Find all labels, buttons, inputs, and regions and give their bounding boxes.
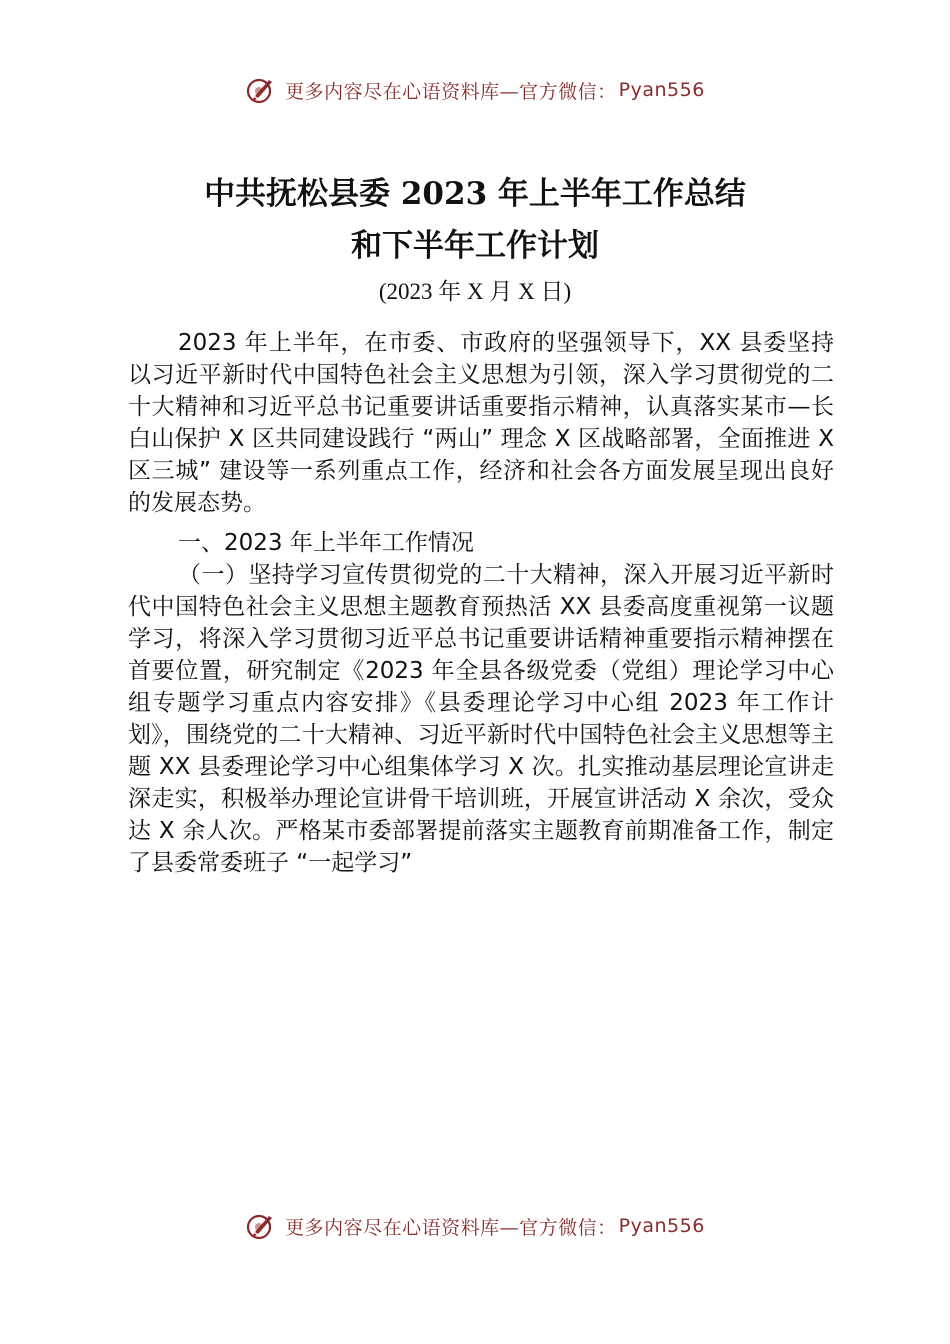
quill-seal-icon	[245, 74, 277, 106]
watermark-text: 更多内容尽在心语资料库—官方微信：	[285, 80, 617, 103]
intro-paragraph: 2023 年上半年，在市委、市政府的坚强领导下，XX 县委坚持以习近平新时代中国特色社会主义思想为引领，深入学习贯彻党的二十大精神和习近平总书记重要讲话重要指示精神，认真落实某市—长白山保护 X 区共同建设践行 “两山” 理念 X 区战略部署，全面推进 X 区三城” 建设等一系列重点工作，经济和社会各方面发展呈现出良好的发展态势。	[128, 330, 834, 516]
watermark-wechat-id: Pyan556	[618, 1215, 705, 1237]
document-title-block	[0, 168, 950, 312]
document-date: (2023 年 X 月 X 日)	[378, 279, 572, 304]
watermark-text: 更多内容尽在心语资料库—官方微信：	[285, 1216, 617, 1239]
section-heading: 一、2023 年上半年工作情况	[178, 530, 474, 556]
document-title-line-1: 中共抚松县委 2023 年上半年工作总结	[204, 176, 746, 212]
watermark-wechat-id: Pyan556	[618, 79, 705, 101]
document-title-line-2: 和下半年工作计划	[351, 228, 599, 264]
quill-seal-icon	[245, 1210, 277, 1242]
watermark-header	[0, 74, 950, 106]
section-paragraph: （一）坚持学习宣传贯彻党的二十大精神，深入开展习近平新时代中国特色社会主义思想主题教育预热活 XX 县委高度重视第一议题学习，将深入学习贯彻习近平总书记重要讲话精神重要指示精神摆在首要位置，研究制定《2023 年全县各级党委（党组）理论学习中心组专题学习重点内容安排》《县委理论学习中心组 2023 年工作计划》，围绕党的二十大精神、习近平新时代中国特色社会主义思想等主 题 XX 县委理论学习中心组集体学习 X 次。扎实推动基层理论宣讲走深走实，积极举办理论宣讲骨干培训班，开展宣讲活动 X 余次，受众达 X 余人次。严格某市委部署提前落实主题教育前期准备工作，制定了县委常委班子 “一起学习”	[128, 562, 834, 876]
document-body	[128, 327, 834, 879]
watermark-footer	[0, 1210, 950, 1242]
